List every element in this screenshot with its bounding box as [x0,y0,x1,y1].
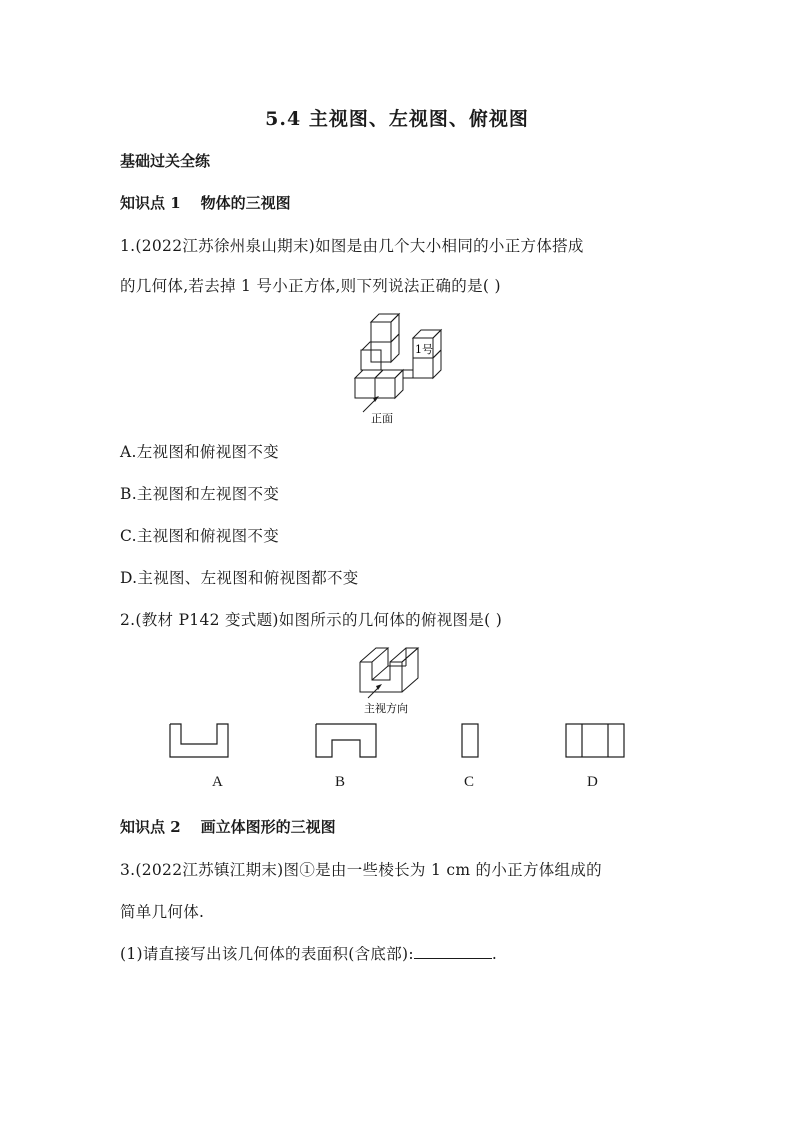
knowledge-point-title: 物体的三视图 [200,194,291,212]
choice-a-shape[interactable] [170,724,228,757]
q1-option-d[interactable]: D.主视图、左视图和俯视图都不变 [120,569,359,587]
choice-b-shape[interactable] [316,724,376,757]
direction-label: 主视方向 [364,702,408,715]
choice-d-label: D [587,774,598,790]
q1-option-a[interactable]: A.左视图和俯视图不变 [120,443,279,461]
choice-d-shape[interactable] [566,724,624,757]
section-heading: 基础过关全练 [120,152,211,170]
page-title: 5.4 主视图、左视图、俯视图 [265,108,529,130]
q1-stem-line1: 1.(2022江苏徐州泉山期末)如图是由几个大小相同的小正方体搭成 [120,237,584,255]
q3-part1 [120,942,497,964]
cube-1-label: 1号 [415,343,433,356]
knowledge-point-title: 画立体图形的三视图 [200,818,336,836]
knowledge-point-1 [120,192,291,213]
q2-choice-figures [160,722,640,762]
q1-stem-line2: 的几何体,若去掉 1 号小正方体,则下列说法正确的是( ) [120,277,501,295]
q1-option-c[interactable]: C.主视图和俯视图不变 [120,527,280,545]
q3-stem-line1: 3.(2022江苏镇江期末)图①是由一些棱长为 1 cm 的小正方体组成的 [120,861,602,879]
q1-option-b[interactable]: B.主视图和左视图不变 [120,485,280,503]
q3-part1-end: . [491,945,498,963]
choice-b-label: B [335,774,346,790]
answer-blank[interactable] [414,943,492,959]
front-label: 正面 [371,412,393,425]
q3-stem-line2: 简单几何体. [120,903,205,921]
q3-part1-text: (1)请直接写出该几何体的表面积(含底部): [120,945,414,963]
choice-a-label: A [212,774,223,790]
knowledge-point-label: 知识点 1 [120,194,181,212]
knowledge-point-label: 知识点 2 [120,818,181,836]
choice-c-label: C [464,774,475,790]
q1-cube-figure [345,310,455,428]
knowledge-point-2 [120,816,336,837]
choice-c-shape[interactable] [462,724,478,757]
q2-solid-figure [350,642,450,718]
q2-stem: 2.(教材 P142 变式题)如图所示的几何体的俯视图是( ) [120,611,503,629]
